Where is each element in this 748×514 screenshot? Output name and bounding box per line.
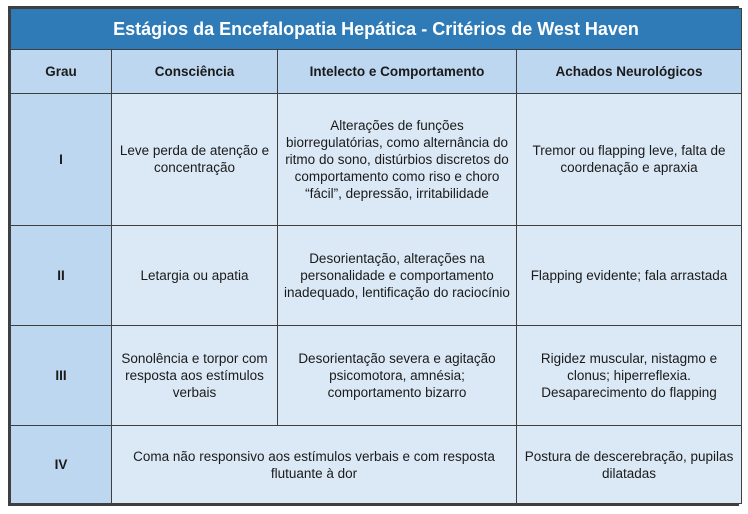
- consciencia-cell: Letargia ou apatia: [112, 225, 278, 325]
- west-haven-table-frame: [8, 6, 739, 506]
- achados-cell: Flapping evidente; fala arrastada: [517, 225, 742, 325]
- grade-cell: II: [11, 225, 112, 325]
- grade-cell: III: [11, 325, 112, 426]
- header-grau: Grau: [11, 50, 112, 93]
- grade-cell: IV: [11, 426, 112, 504]
- header-achados: Achados Neurológicos: [517, 50, 742, 93]
- intelecto-cell: Desorientação, alterações na personalidade e comportamento inadequado, lentificação do raciocínio: [278, 225, 517, 325]
- achados-cell: Tremor ou flapping leve, falta de coordenação e apraxia: [517, 93, 742, 225]
- header-row: [11, 50, 742, 93]
- table-row-grade-1: [11, 93, 742, 225]
- intelecto-cell: Alterações de funções biorregulatórias, como alternância do ritmo do sono, distúrbios discretos do comportamento como riso e choro “fácil”, depressão, irritabilidade: [278, 93, 517, 225]
- table-row-grade-2: [11, 225, 742, 325]
- consciencia-cell: Sonolência e torpor com resposta aos estímulos verbais: [112, 325, 278, 426]
- header-intelecto: Intelecto e Comportamento: [278, 50, 517, 93]
- consciencia-cell: Leve perda de atenção e concentração: [112, 93, 278, 225]
- grade-cell: I: [11, 93, 112, 225]
- table-title: Estágios da Encefalopatia Hepática - Critérios de West Haven: [11, 9, 742, 50]
- consciencia-intelecto-merged-cell: Coma não responsivo aos estímulos verbais e com resposta flutuante à dor: [112, 426, 517, 504]
- achados-cell: Postura de descerebração, pupilas dilatadas: [517, 426, 742, 504]
- table-row-grade-4: [11, 426, 742, 504]
- intelecto-cell: Desorientação severa e agitação psicomotora, amnésia; comportamento bizarro: [278, 325, 517, 426]
- header-consciencia: Consciência: [112, 50, 278, 93]
- table-row-grade-3: [11, 325, 742, 426]
- west-haven-table: [10, 8, 742, 504]
- achados-cell: Rigidez muscular, nistagmo e clonus; hiperreflexia. Desaparecimento do flapping: [517, 325, 742, 426]
